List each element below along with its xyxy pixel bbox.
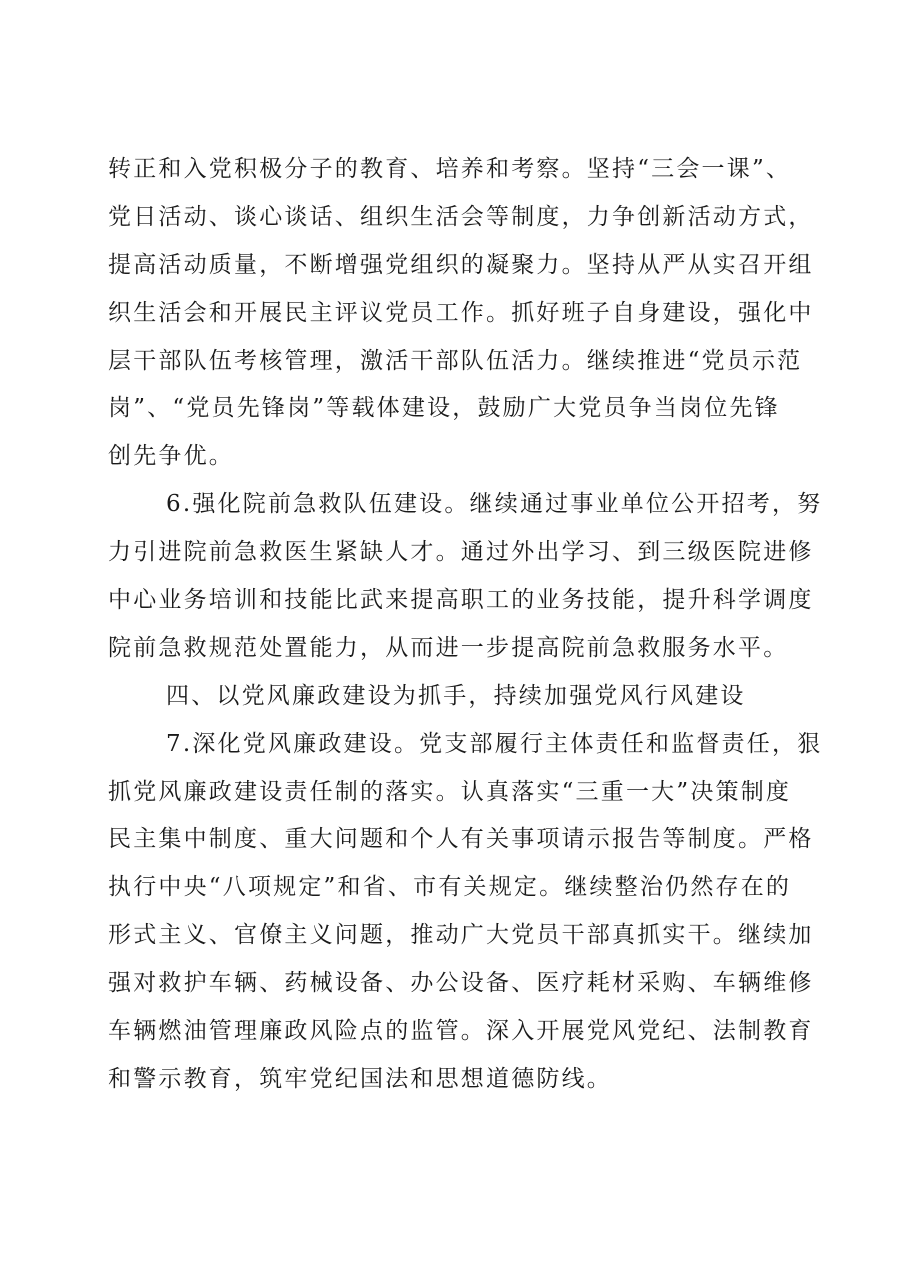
paragraph-line: 力引进院前急救医生紧缺人才。通过外出学习、到三级医院进修 <box>108 539 814 566</box>
document-body <box>108 146 823 1104</box>
paragraph-line: 提高活动质量，不断增强党组织的凝聚力。坚持从严从实召开组 <box>108 251 814 278</box>
paragraph-line: 执行中央“八项规定”和省、市有关规定。继续整治仍然存在的 <box>108 874 792 901</box>
paragraph-line: 和警示教育，筑牢党纪国法和思想道德防线。 <box>108 1065 612 1092</box>
paragraph-line: 强对救护车辆、药械设备、办公设备、医疗耗材采购、车辆维修 <box>108 970 814 997</box>
section-heading: 四、以党风廉政建设为抓手，持续加强党风行风建设 <box>166 682 746 709</box>
paragraph-line: 院前急救规范处置能力，从而进一步提高院前急救服务水平。 <box>108 634 789 661</box>
paragraph-line: 抓党风廉政建设责任制的落实。认真落实“三重一大”决策制度 <box>108 778 792 805</box>
paragraph-line-heading-6: 6.强化院前急救队伍建设。继续通过事业单位公开招考，努 <box>166 491 823 518</box>
paragraph-line: 车辆燃油管理廉政风险点的监管。深入开展党风党纪、法制教育 <box>108 1018 814 1045</box>
paragraph-line: 转正和入党积极分子的教育、培养和考察。坚持“三会一课”、 <box>108 156 792 182</box>
paragraph-line: 层干部队伍考核管理，激活干部队伍活力。继续推进“党员示范 <box>108 347 803 374</box>
paragraph-line: 织生活会和开展民主评议党员工作。抓好班子自身建设，强化中 <box>108 299 814 326</box>
paragraph-line: 创先争优。 <box>108 443 234 470</box>
paragraph-line-heading-7: 7.深化党风廉政建设。党支部履行主体责任和监督责任，狠 <box>166 730 823 757</box>
paragraph-line: 形式主义、官僚主义问题，推动广大党员干部真抓实干。继续加 <box>108 922 814 949</box>
paragraph-line: 民主集中制度、重大问题和个人有关事项请示报告等制度。严格 <box>108 826 814 853</box>
paragraph-line: 中心业务培训和技能比武来提高职工的业务技能，提升科学调度 <box>108 587 814 614</box>
paragraph-line: 党日活动、谈心谈话、组织生活会等制度，力争创新活动方式， <box>108 203 814 230</box>
paragraph-line: 岗”、“党员先锋岗”等载体建设，鼓励广大党员争当岗位先锋 <box>108 395 780 422</box>
